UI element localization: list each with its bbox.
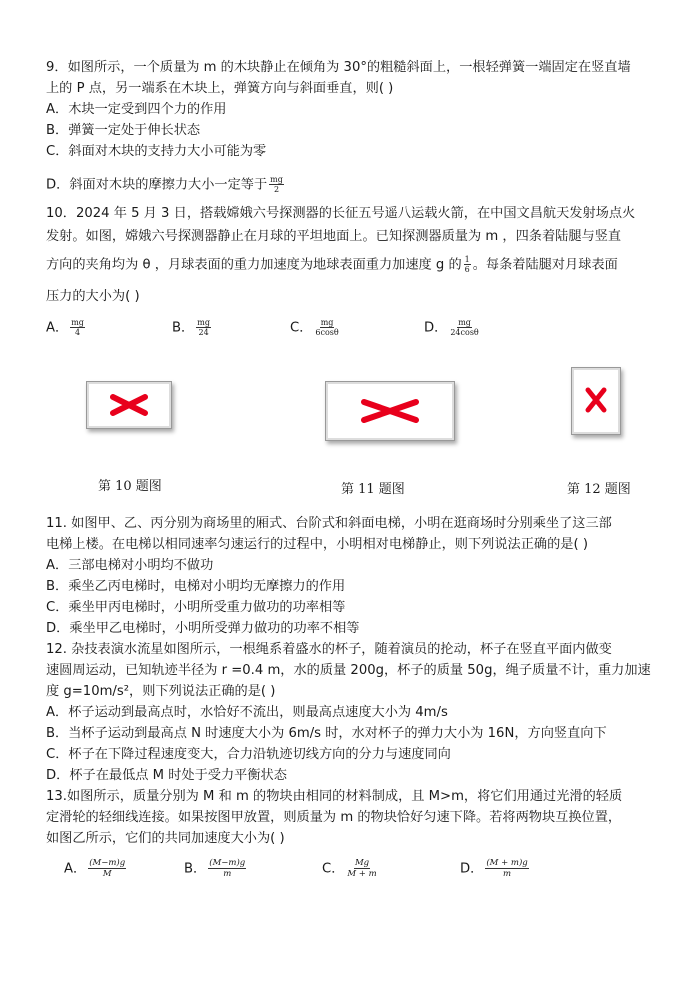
frac-num: (M + m)g <box>486 858 528 868</box>
option-letter: C． <box>322 861 345 877</box>
q12-option-b: B．当杯子运动到最高点 N 时速度大小为 6m/s 时，水对杯子的弹力大小为 16N，方向竖直向下 <box>46 726 607 741</box>
figure-12-caption: 第 12 题图 <box>567 482 631 497</box>
option-letter: A． <box>64 861 87 877</box>
option-letter: B． <box>184 861 207 877</box>
q9-option-d-text: D．斜面对木块的摩擦力大小一定等于 <box>46 177 268 193</box>
frac-num: mg <box>197 318 210 327</box>
figure-11-caption: 第 11 题图 <box>341 482 405 497</box>
q13-option-d <box>460 858 531 879</box>
q11-option-a: A．三部电梯对小明均不做功 <box>46 558 214 573</box>
q12-stem-line2: 速圆周运动，已知轨迹半径为 r =0.4 m，水的质量 200g，杯子的质量 50g，绳子质量不计，重力加速 <box>46 663 651 678</box>
q10-option-c-fraction <box>314 318 339 337</box>
frac-num: mg <box>458 318 471 327</box>
frac-num: mg <box>320 318 334 327</box>
option-letter: B． <box>172 320 195 336</box>
q10-option-d <box>424 318 482 338</box>
q13-stem-line3: 如图乙所示，它们的共同加速度大小为( ) <box>46 831 285 846</box>
q9-stem-line2: 上的 P 点，另一端系在木块上，弹簧方向与斜面垂直，则( ) <box>46 81 394 96</box>
q10-option-b-fraction <box>196 318 211 337</box>
frac-den: 24cosθ <box>450 328 479 337</box>
frac-den: m <box>503 869 512 879</box>
frac-num: (M−m)g <box>89 858 126 868</box>
frac-den: m <box>223 869 232 879</box>
q13-stem-line1: 13.如图所示，质量分别为 M 和 m 的物块由相同的材料制成，且 M>m，将它们用通过光滑的轻质 <box>46 789 623 804</box>
q10-stem-line1: 10．2024 年 5 月 3 日，搭载嫦娥六号探测器的长征五号遥八运载火箭，在中国文昌航天发射场点火 <box>46 206 636 221</box>
frac-num: mg <box>270 175 283 184</box>
q13-stem-line2: 定滑轮的轻细线连接。如果按图甲放置，则质量为 m 的物块恰好匀速下降。若将两物块互换位置， <box>46 810 622 825</box>
q10-one-sixth <box>464 255 471 274</box>
q10-option-d-fraction <box>449 318 479 337</box>
q13-option-b <box>184 858 248 879</box>
q13-option-d-fraction <box>485 858 528 879</box>
q9-option-b: B．弹簧一定处于伸长状态 <box>46 123 201 138</box>
q10-option-b <box>172 318 213 338</box>
q11-stem-line1: 11. 如图甲、乙、丙分别为商场里的厢式、台阶式和斜面电梯，小明在逛商场时分别乘坐了这三部 <box>46 516 612 531</box>
q12-stem-line1: 12. 杂技表演水流星如图所示，一根绳系着盛水的杯子，随着演员的抡动，杯子在竖直平面内做变 <box>46 642 612 657</box>
frac-den: 2 <box>273 185 280 194</box>
q11-option-d: D．乘坐甲乙电梯时，小明所受弹力做功的功率不相等 <box>46 621 360 636</box>
q12-option-c: C．杯子在下降过程速度变大，合力沿轨迹切线方向的分力与速度同向 <box>46 747 451 762</box>
q9-option-d <box>46 175 286 195</box>
q13-option-a <box>64 858 128 879</box>
figure-10-placeholder <box>86 381 172 429</box>
option-letter: D． <box>460 861 484 877</box>
frac-den: M + m <box>347 869 377 879</box>
q9-option-a: A．木块一定受到四个力的作用 <box>46 102 227 117</box>
broken-image-icon <box>572 368 620 434</box>
q11-option-c: C．乘坐甲丙电梯时，小明所受重力做功的功率相等 <box>46 600 346 615</box>
option-letter: A． <box>46 320 69 336</box>
q12-option-d: D．杯子在最低点 M 时处于受力平衡状态 <box>46 768 287 783</box>
q10-stem-line2: 发射。如图，嫦娥六号探测器静止在月球的平坦地面上。已知探测器质量为 m ，四条着陆腿与竖直 <box>46 229 622 244</box>
q9-stem-line1: 9．如图所示，一个质量为 m 的木块静止在倾角为 30°的粗糙斜面上，一根轻弹簧一端固定在竖直墙 <box>46 60 631 75</box>
option-letter: D． <box>424 320 448 336</box>
q12-option-a: A．杯子运动到最高点时，水恰好不流出，则最高点速度大小为 4m/s <box>46 705 448 720</box>
frac-num: mg <box>71 318 84 327</box>
frac-num: 1 <box>464 255 470 264</box>
q10-stem-line3-b: 。每条着陆腿对月球表面 <box>472 257 618 273</box>
q11-stem-line2: 电梯上楼。在电梯以相同速率匀速运行的过程中，小明相对电梯静止，则下列说法正确的是( ) <box>46 537 588 552</box>
frac-den: 6 <box>464 265 470 274</box>
frac-num: Mg <box>354 858 370 868</box>
q9-option-d-fraction <box>269 175 284 194</box>
frac-den: 4 <box>75 328 81 337</box>
q10-option-c <box>290 318 342 338</box>
broken-image-icon <box>326 382 454 440</box>
frac-den: 6cosθ <box>315 328 339 337</box>
broken-image-icon <box>87 382 171 428</box>
q10-stem-line3 <box>46 255 618 275</box>
q13-option-c <box>322 858 380 879</box>
q10-option-a <box>46 318 87 338</box>
frac-num: (M−m)g <box>209 858 246 868</box>
q13-option-a-fraction <box>88 858 126 879</box>
q11-option-b: B．乘坐乙丙电梯时，电梯对小明均无摩擦力的作用 <box>46 579 346 594</box>
q13-option-c-fraction <box>346 858 377 879</box>
q12-stem-line3: 度 g=10m/s²，则下列说法正确的是( ) <box>46 684 276 699</box>
frac-den: 24 <box>198 328 209 337</box>
figure-12-placeholder <box>571 367 621 435</box>
q13-option-b-fraction <box>208 858 246 879</box>
q10-stem-line3-a: 方向的夹角均为 θ ，月球表面的重力加速度为地球表面重力加速度 g 的 <box>46 257 462 273</box>
q10-option-a-fraction <box>70 318 85 337</box>
figure-11-placeholder <box>325 381 455 441</box>
q10-stem-line4: 压力的大小为( ) <box>46 289 140 304</box>
q9-option-c: C．斜面对木块的支持力大小可能为零 <box>46 144 267 159</box>
frac-den: M <box>102 869 112 879</box>
option-letter: C． <box>290 320 313 336</box>
figure-10-caption: 第 10 题图 <box>98 479 162 494</box>
